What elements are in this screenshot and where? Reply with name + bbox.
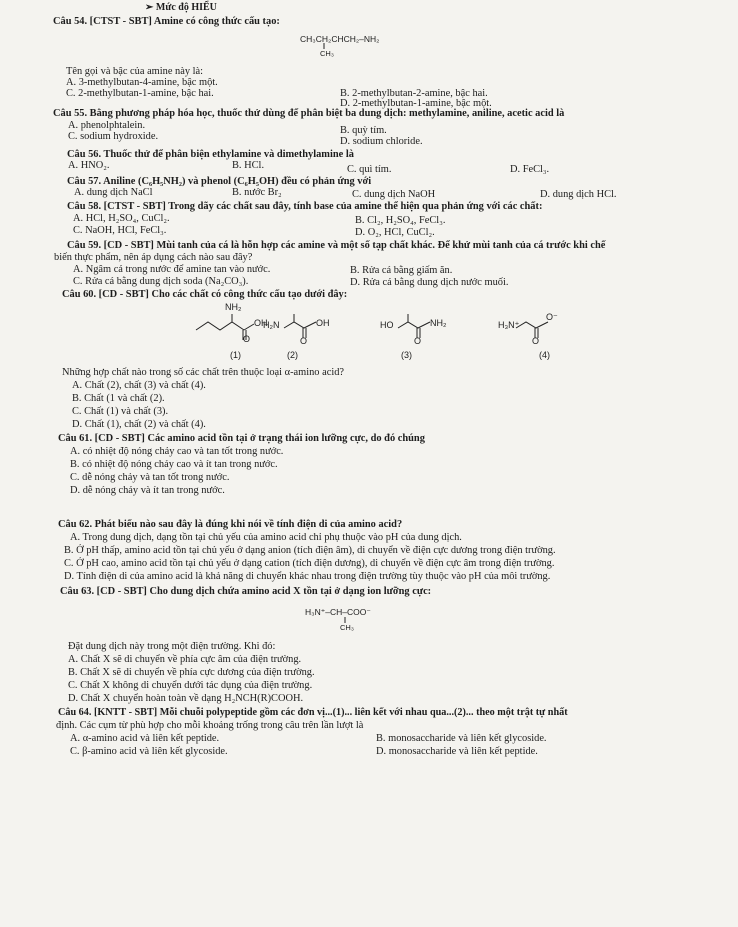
- q64-option-a[interactable]: A. α-amino acid và liên kết peptide.: [70, 733, 220, 744]
- q64-stem-line2: định. Các cụm từ phù hợp cho mỗi khoảng trống trong câu trên lần lượt là: [56, 720, 364, 731]
- q63-ask: Đặt dung dịch này trong một điện trường. Khi đó:: [68, 641, 276, 652]
- level-heading: ➢ Mức độ HIỂU: [145, 2, 217, 13]
- q61-stem: Câu 61. [CD - SBT] Các amino acid tồn tại ở trạng thái ion lưỡng cực, do đó chúng: [58, 433, 425, 444]
- s1-o-label: O: [243, 334, 251, 344]
- q63-option-c[interactable]: C. Chất X không di chuyển dưới tác dụng của điện trường.: [68, 680, 313, 691]
- q55-stem: Câu 55. Bằng phương pháp hóa học, thuốc thử dùng để phân biệt ba dung dịch: methylamine, aniline, acetic acid là: [53, 108, 565, 119]
- s2-o-label: O: [300, 336, 308, 346]
- s3-number: (3): [401, 350, 412, 360]
- q58-option-b[interactable]: B. Cl₂, H₂SO₄, FeCl₃.: [355, 215, 446, 226]
- q54-stem: Câu 54. [CTST - SBT] Amine có công thức cấu tạo:: [53, 16, 280, 27]
- q59-option-c[interactable]: C. Rửa cá bằng dung dịch soda (Na₂CO₃).: [73, 276, 249, 287]
- q63-stem: Câu 63. [CD - SBT] Cho dung dịch chứa amino acid X tồn tại ở dạng ion lưỡng cực:: [60, 586, 432, 597]
- q58-option-c[interactable]: C. NaOH, HCl, FeCl₃.: [73, 225, 167, 236]
- s3-o-label: O: [414, 336, 422, 346]
- q55-option-d[interactable]: D. sodium chloride.: [340, 136, 423, 147]
- s1-nh2-label: NH₂: [225, 302, 242, 312]
- q64-option-d[interactable]: D. monosaccharide và liên kết peptide.: [376, 746, 538, 757]
- q63-option-a[interactable]: A. Chất X sẽ di chuyển về phía cực âm của điện trường.: [68, 654, 302, 665]
- s3-ho-label: HO: [380, 320, 394, 330]
- q63-formula-branch: CH₃: [340, 623, 354, 632]
- q62-option-a[interactable]: A. Trong dung dịch, dạng tồn tại chủ yếu của amino acid chỉ phụ thuộc vào pH của dung dịch.: [70, 532, 462, 543]
- q61-option-b[interactable]: B. có nhiệt độ nóng chảy cao và ít tan trong nước.: [70, 459, 278, 470]
- q57-stem: Câu 57. Aniline (C₆H₅NH₂) và phenol (C₆H₅OH) đều có phản ứng với: [67, 176, 372, 187]
- q59-stem-line1: Câu 59. [CD - SBT] Mùi tanh của cá là hỗn hợp các amine và một số tạp chất khác. Để khử mùi tanh của cá trước khi chế: [67, 240, 606, 251]
- q62-option-b[interactable]: B. Ở pH thấp, amino acid tồn tại chủ yếu ở dạng anion (tích điện âm), di chuyển về điện cực dương trong điện trường.: [64, 545, 556, 556]
- q63-formula-main: H₃N⁺–CH–COO⁻: [305, 607, 371, 617]
- q60-option-c[interactable]: C. Chất (1) và chất (3).: [72, 406, 169, 417]
- q59-option-d[interactable]: D. Rửa cá bằng dung dịch nước muối.: [350, 277, 509, 288]
- q63-branch-bond: [343, 617, 347, 623]
- q54-option-a[interactable]: A. 3-methylbutan-4-amine, bậc một.: [66, 77, 218, 88]
- s4-number: (4): [539, 350, 550, 360]
- q61-option-c[interactable]: C. dễ nóng chảy và tan tốt trong nước.: [70, 472, 230, 483]
- s1-number: (1): [230, 350, 241, 360]
- q62-option-d[interactable]: D. Tính điện di của amino acid là khả năng di chuyển khác nhau trong điện trường tùy thuộc vào pH của môi trường.: [64, 571, 551, 582]
- q57-option-c[interactable]: C. dung dịch NaOH: [352, 189, 436, 200]
- q56-stem: Câu 56. Thuốc thử để phân biện ethylamine và dimethylamine là: [67, 149, 354, 160]
- q63-option-d[interactable]: D. Chất X chuyển hoàn toàn về dạng H₂NCH(R)COOH.: [68, 693, 304, 704]
- q57-option-b[interactable]: B. nước Br₂: [232, 187, 282, 198]
- q60-option-b[interactable]: B. Chất (1 và chất (2).: [72, 393, 165, 404]
- q54-formula-branch: CH₃: [320, 49, 334, 58]
- q56-option-a[interactable]: A. HNO₂.: [68, 160, 110, 171]
- q59-option-b[interactable]: B. Rửa cá bằng giấm ăn.: [350, 265, 453, 276]
- q58-stem: Câu 58. [CTST - SBT] Trong dãy các chất sau đây, tính base của amine thể hiện qua phản ứng với các chất:: [67, 201, 543, 212]
- q61-option-a[interactable]: A. có nhiệt độ nóng chảy cao và tan tốt trong nước.: [70, 446, 284, 457]
- s1-oh-label: OH: [254, 318, 268, 328]
- q58-option-d[interactable]: D. O₂, HCl, CuCl₂.: [355, 227, 435, 238]
- q64-option-b[interactable]: B. monosaccharide và liên kết glycoside.: [376, 733, 547, 744]
- q64-stem-line1: Câu 64. [KNTT - SBT] Mỗi chuỗi polypeptide gồm các đơn vị...(1)... liên kết với nhau qua...(2)... theo một trật tự nhất: [58, 707, 568, 718]
- s2-h2n-label: H₂N: [263, 320, 280, 330]
- s4-h3n-label: H₃N⁺: [498, 320, 520, 330]
- q63-option-b[interactable]: B. Chất X sẽ di chuyển về phía cực dương của điện trường.: [68, 667, 315, 678]
- q56-option-c[interactable]: C. quì tím.: [347, 164, 392, 175]
- q54-option-d[interactable]: D. 2-methylbutan-1-amine, bậc một.: [340, 98, 492, 109]
- q61-option-d[interactable]: D. dễ nóng chảy và ít tan trong nước.: [70, 485, 225, 496]
- q57-option-a[interactable]: A. dung dịch NaCl: [74, 187, 153, 198]
- q62-option-c[interactable]: C. Ở pH cao, amino acid tồn tại chủ yếu ở dạng cation (tích điện dương), di chuyển về điện cực âm trong điện trường.: [64, 558, 555, 569]
- q60-stem: Câu 60. [CD - SBT] Cho các chất có công thức cấu tạo dưới đây:: [62, 289, 348, 300]
- q55-option-c[interactable]: C. sodium hydroxide.: [68, 131, 159, 142]
- q55-option-b[interactable]: B. quỳ tím.: [340, 125, 387, 136]
- q60-option-a[interactable]: A. Chất (2), chất (3) và chất (4).: [72, 380, 206, 391]
- q58-option-a[interactable]: A. HCl, H₂SO₄, CuCl₂.: [73, 213, 170, 224]
- q60-ask: Những hợp chất nào trong số các chất trên thuộc loại α-amino acid?: [62, 367, 345, 378]
- q55-option-a[interactable]: A. phenolphtalein.: [68, 120, 146, 131]
- q57-option-d[interactable]: D. dung dịch HCl.: [540, 189, 617, 200]
- q54-ask: Tên gọi và bậc của amine này là:: [66, 66, 204, 77]
- q59-stem-line2: biến thực phẩm, nên áp dụng cách nào sau đây?: [54, 252, 253, 263]
- s2-number: (2): [287, 350, 298, 360]
- q56-option-b[interactable]: B. HCl.: [232, 160, 265, 171]
- q60-option-d[interactable]: D. Chất (1), chất (2) và chất (4).: [72, 419, 206, 430]
- q54-option-c[interactable]: C. 2-methylbutan-1-amine, bậc hai.: [66, 88, 214, 99]
- q54-option-b[interactable]: B. 2-methylbutan-2-amine, bậc hai.: [340, 88, 488, 99]
- q64-option-c[interactable]: C. β-amino acid và liên kết glycoside.: [70, 746, 228, 757]
- s4-o-minus-label: O⁻: [546, 312, 558, 322]
- s2-oh-label: OH: [316, 318, 330, 328]
- q54-branch-bond: [322, 43, 326, 49]
- s4-o-label: O: [532, 336, 540, 346]
- s3-nh2-label: NH₂: [430, 318, 447, 328]
- q59-option-a[interactable]: A. Ngâm cá trong nước để amine tan vào nước.: [73, 264, 271, 275]
- q62-stem: Câu 62. Phát biểu nào sau đây là đúng khi nói về tính điện di của amino acid?: [58, 519, 403, 530]
- q54-formula-main: CH₃CH₂CHCH₂–NH₂: [300, 34, 380, 44]
- q56-option-d[interactable]: D. FeCl₃.: [510, 164, 550, 175]
